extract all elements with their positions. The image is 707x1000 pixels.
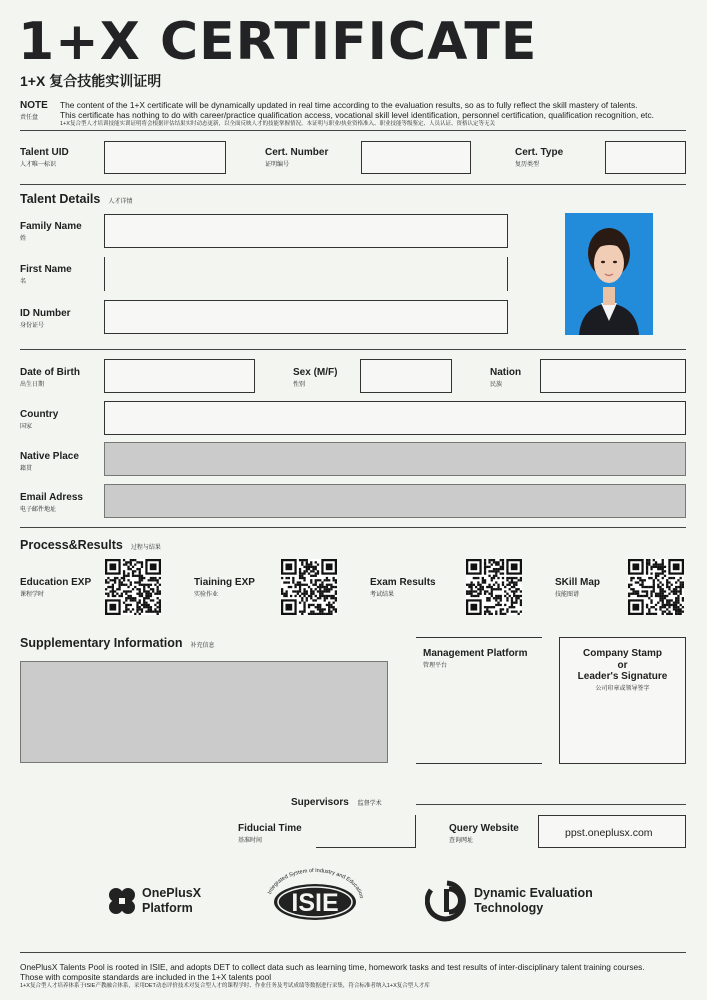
native-place-label: Native Place 籍贯 — [20, 451, 79, 472]
det-logo-text: Dynamic Evaluation Technology — [474, 886, 593, 915]
cert-type-field[interactable] — [605, 141, 686, 174]
education-exp-qr-code[interactable] — [105, 559, 161, 615]
query-website-label: Query Website 查询网址 — [449, 823, 519, 844]
process-results-heading: Process&Results 过程与结果 — [20, 538, 161, 552]
dob-field[interactable] — [104, 359, 255, 393]
family-name-field[interactable] — [104, 214, 508, 248]
supplementary-heading: Supplementary Information 补充信息 — [20, 636, 215, 650]
divider — [20, 349, 686, 350]
note-label: NOTE 责任盘 — [20, 100, 48, 124]
isie-logo-text: ISIE — [291, 889, 339, 917]
det-logo-icon — [425, 880, 469, 922]
cert-number-field[interactable] — [361, 141, 471, 174]
sex-label: Sex (M/F) 性别 — [293, 367, 338, 388]
talent-photo — [565, 213, 653, 335]
footer-line-1: OnePlusX Talents Pool is rooted in ISIE, and adopts DET to collect data such as learning time, homework tasks and test results of inter-disciplinary talent training courses. — [20, 962, 645, 972]
talent-uid-label: Talent UID 人才唯一标识 — [20, 147, 69, 168]
fiducial-time-label: Fiducial Time 基准时间 — [238, 823, 302, 844]
id-number-label: ID Number 身份证号 — [20, 308, 71, 329]
sex-field[interactable] — [360, 359, 452, 393]
exam-results-qr-code[interactable] — [466, 559, 522, 615]
native-place-field[interactable] — [104, 442, 686, 476]
divider — [20, 184, 686, 185]
divider — [20, 527, 686, 528]
note-text — [60, 100, 695, 128]
first-name-field[interactable] — [104, 257, 508, 291]
country-field[interactable] — [104, 401, 686, 435]
oneplusx-logo-icon — [107, 886, 137, 916]
stamp-line-2: or — [617, 659, 628, 671]
isie-ring-text: Integrated System of Industry and Education — [267, 867, 364, 899]
supervisors-line — [416, 804, 686, 805]
stamp-zh: 公司印章或领导签字 — [595, 685, 650, 692]
education-exp-label: Education EXP 课程学时 — [20, 577, 92, 598]
training-exp-label: Tiaining EXP 实验作业 — [194, 577, 255, 598]
training-exp-qr-code[interactable] — [281, 559, 337, 615]
nation-label: Nation 民族 — [490, 367, 522, 388]
email-field[interactable] — [104, 484, 686, 518]
skill-map-qr-code[interactable] — [628, 559, 684, 615]
talent-details-heading: Talent Details 人才详情 — [20, 192, 133, 206]
supplementary-info-field[interactable] — [20, 661, 388, 763]
oneplusx-logo-text: OnePlusX Platform — [142, 886, 202, 915]
email-label: Email Adress 电子邮件地址 — [20, 492, 83, 513]
note-label-zh: 责任盘 — [20, 115, 39, 121]
divider — [20, 130, 686, 131]
certificate-title: 1+X CERTIFICATE — [18, 12, 538, 72]
supervisors-label: Supervisors 监督学术 — [291, 797, 382, 808]
id-number-field[interactable] — [104, 300, 508, 334]
cert-number-label: Cert. Number 证明编号 — [265, 147, 329, 168]
cert-type-label: Cert. Type 复历类型 — [515, 147, 564, 168]
exam-results-label: Exam Results 考试结果 — [370, 577, 436, 598]
note-line-1: The content of the 1+X certificate will be dynamically updated in real time according to the evaluation results, so as to fully reflect the skill mastery of talents. — [60, 100, 638, 110]
note-line-2: This certificate has nothing to do with career/practice qualification access, vocational skill level identification, personnel certification, qualification recognition, etc. — [60, 110, 655, 120]
divider — [20, 952, 686, 953]
talent-uid-field[interactable] — [104, 141, 226, 174]
certificate-subtitle: 1+X 复合技能实训证明 — [20, 73, 162, 89]
family-name-label: Family Name 姓 — [20, 221, 82, 242]
footer-text — [20, 962, 688, 990]
fiducial-time-field[interactable] — [316, 815, 416, 848]
footer-line-2: Those with composite standards are included in the 1+X talents pool — [20, 972, 272, 982]
isie-logo — [260, 866, 370, 924]
query-website-field[interactable]: ppst.oneplusx.com — [538, 815, 686, 848]
first-name-label: First Name 名 — [20, 264, 72, 285]
dob-label: Date of Birth 出生日期 — [20, 367, 80, 388]
skill-map-label: SKill Map 技能图谱 — [555, 577, 601, 598]
nation-field[interactable] — [540, 359, 686, 393]
stamp-line-3: Leader's Signature — [577, 671, 668, 682]
management-platform-label: Management Platform 管理平台 — [423, 648, 528, 669]
company-stamp-box[interactable] — [559, 637, 686, 764]
country-label: Country 国家 — [20, 409, 59, 430]
note-line-zh: 1+X复合型人才培训技能实训证明将会根据评估结果实时动态更新，以全面反映人才的技能掌握情况。本证明与职业/执业资格准入、职业技能等级鉴定、人员认证、资格认定等无关 — [60, 121, 495, 127]
stamp-line-1: Company Stamp — [583, 648, 662, 659]
footer-line-zh: 1+X复合型人才培养体系于ISIE产教融合体系，采用DET动态评价技术对复合型人才的课程学时、作业任务及考试成绩等数据进行采集，符合标准者纳入1+X复合型人才库 — [20, 983, 430, 989]
